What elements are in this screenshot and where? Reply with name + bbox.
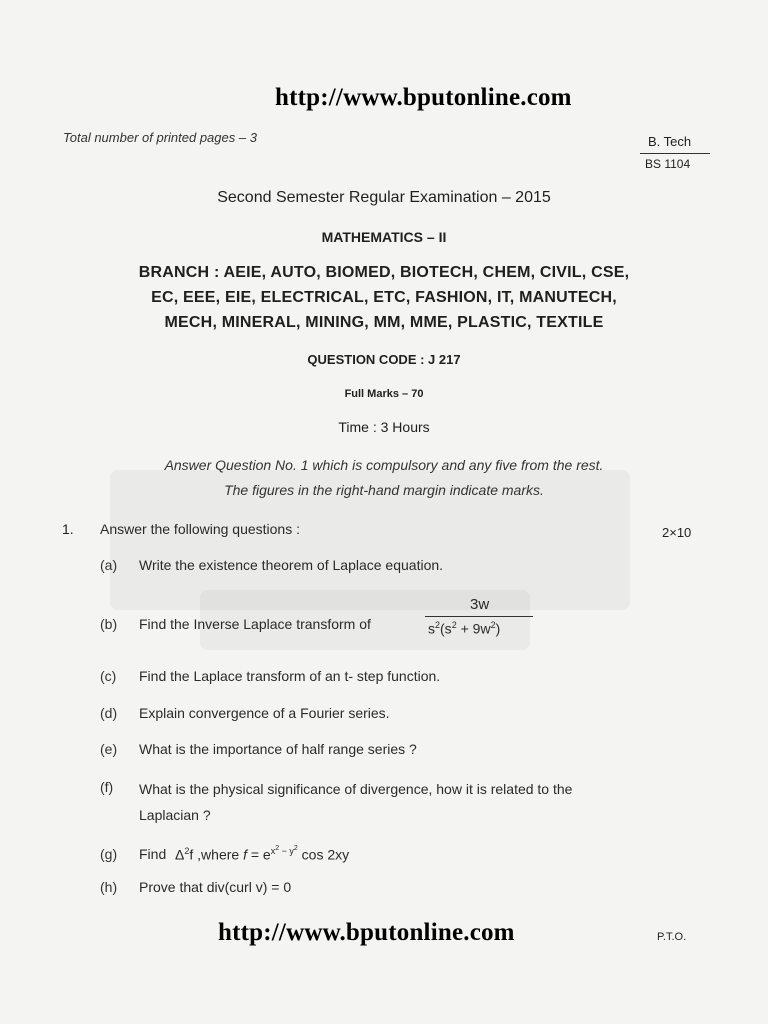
header-url[interactable]: http://www.bputonline.com — [275, 84, 572, 111]
part-e-label: (e) — [100, 741, 118, 757]
branch-line-3: MECH, MINERAL, MINING, MM, MME, PLASTIC, TEXTILE — [164, 314, 604, 331]
part-a-text: Write the existence theorem of Laplace equation. — [139, 557, 444, 573]
time-allowed: Time : 3 Hours — [338, 419, 430, 435]
part-g-text: Find — [139, 846, 167, 862]
question-code: QUESTION CODE : J 217 — [307, 352, 461, 367]
header-rule — [640, 153, 710, 154]
exam-title: Second Semester Regular Examination – 2015 — [217, 189, 551, 206]
part-b-label: (b) — [100, 616, 118, 632]
part-f-text: What is the physical significance of divergence, how it is related to the — [139, 781, 573, 797]
part-h-text: Prove that div(curl v) = 0 — [139, 879, 292, 895]
instruction-line-1: Answer Question No. 1 which is compulsory and any five from the rest. — [164, 457, 604, 473]
part-g-expression: $\Delta^2f$ ,where $f = e^{x^2 - y^2}$ cos 2xy — [175, 845, 350, 863]
fraction-numerator: 3w — [470, 596, 490, 613]
degree-label: B. Tech — [648, 134, 692, 149]
fraction-denominator: $s^2(s^2 + 9w^2)$ — [428, 620, 501, 637]
part-f-label: (f) — [100, 779, 114, 795]
part-c-label: (c) — [100, 668, 117, 684]
full-marks: Full Marks – 70 — [344, 388, 424, 400]
instruction-line-2: The figures in the right-hand margin indicate marks. — [224, 482, 544, 498]
part-a-label: (a) — [100, 557, 118, 573]
branch-line-2: EC, EEE, EIE, ELECTRICAL, ETC, FASHION, IT, MANUTECH, — [151, 289, 617, 306]
part-d-label: (d) — [100, 705, 118, 721]
part-h-label: (h) — [100, 879, 118, 895]
pto-label: P.T.O. — [657, 931, 687, 943]
total-pages-note: Total number of printed pages – 3 — [63, 130, 257, 145]
question-1-marks: 2×10 — [662, 525, 692, 540]
part-f-text-continued: Laplacian ? — [139, 807, 211, 823]
part-g-label: (g) — [100, 846, 118, 862]
subject-title: MATHEMATICS – II — [321, 229, 447, 245]
question-number: 1. — [62, 521, 74, 537]
fraction-bar — [425, 616, 533, 617]
footer-url[interactable]: http://www.bputonline.com — [218, 919, 515, 946]
part-d-text: Explain convergence of a Fourier series. — [139, 705, 390, 721]
part-c-text: Find the Laplace transform of an t- step function. — [139, 668, 441, 684]
paper-code: BS 1104 — [645, 157, 691, 171]
question-1-text: Answer the following questions : — [100, 521, 300, 537]
part-e-text: What is the importance of half range series ? — [139, 741, 417, 757]
branch-line-1: BRANCH : AEIE, AUTO, BIOMED, BIOTECH, CHEM, CIVIL, CSE, — [138, 264, 630, 281]
part-b-text: Find the Inverse Laplace transform of — [139, 616, 371, 632]
